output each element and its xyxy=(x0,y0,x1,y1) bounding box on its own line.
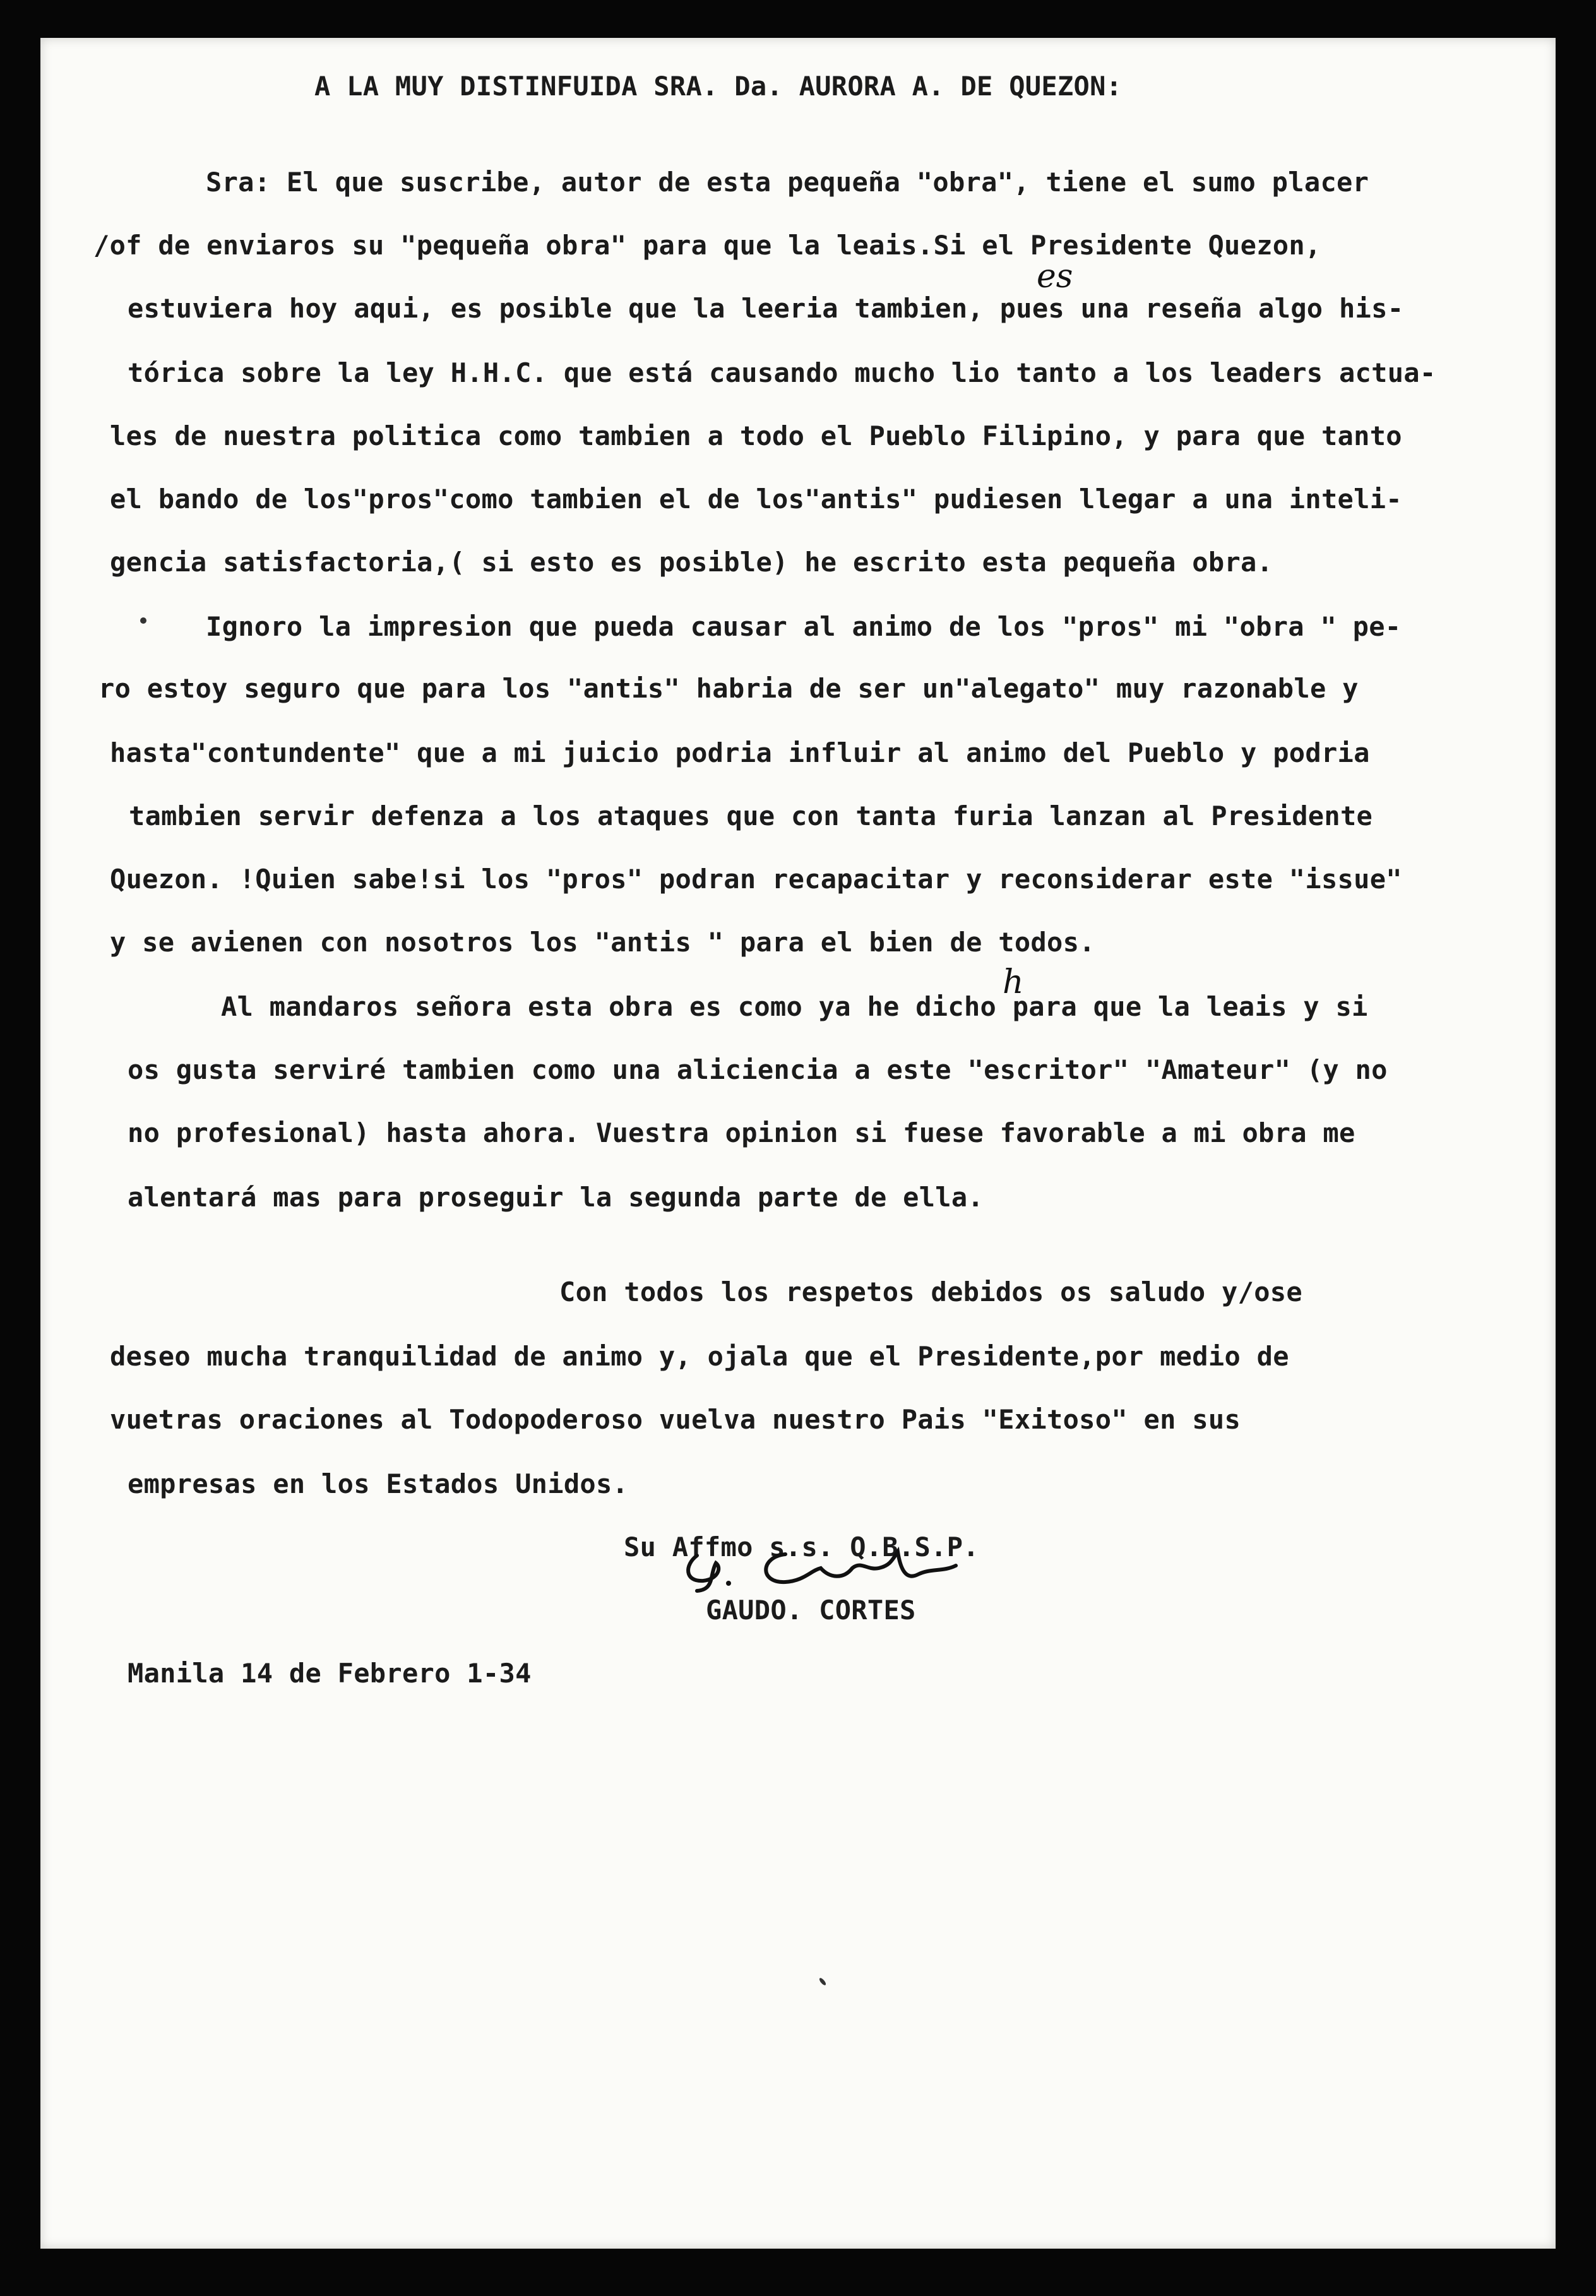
body-line: vuetras oraciones al Todopoderoso vuelva nuestro Pais "Exitoso" en sus xyxy=(110,1404,1241,1435)
body-line: alentará mas para proseguir la segunda parte de ella. xyxy=(128,1182,984,1213)
body-line: les de nuestra politica como tambien a todo el Pueblo Filipino, y para que tanto xyxy=(110,420,1402,451)
body-line: no profesional) hasta ahora. Vuestra opinion si fuese favorable a mi obra me xyxy=(128,1117,1355,1148)
body-line: hasta"contundente" que a mi juicio podria influir al animo del Pueblo y podria xyxy=(110,737,1370,768)
place-date: Manila 14 de Febrero 1-34 xyxy=(128,1658,532,1689)
body-line: tórica sobre la ley H.H.C. que está causando mucho lio tanto a los leaders actua- xyxy=(128,357,1436,388)
body-line: tambien servir defenza a los ataques que con tanta furia lanzan al Presidente xyxy=(129,800,1373,831)
ink-speck xyxy=(818,1977,827,1987)
letter-heading: A LA MUY DISTINFUIDA SRA. Da. AURORA A. DE QUEZON: xyxy=(314,71,1123,102)
closing-formula: Su Affmo s.s. Q.B.S.P. xyxy=(624,1532,979,1562)
body-line: gencia satisfactoria,( si esto es posible) he escrito esta pequeña obra. xyxy=(110,547,1273,578)
body-line: os gusta serviré tambien como una aliciencia a este "escritor" "Amateur" (y no xyxy=(128,1054,1388,1085)
body-line: ro estoy seguro que para los "antis" habria de ser un"alegato" muy razonable y xyxy=(98,673,1359,704)
ink-speck xyxy=(140,617,146,624)
body-line: Al mandaros señora esta obra es como ya he dicho para que la leais y si xyxy=(221,991,1368,1022)
body-line: deseo mucha tranquilidad de animo y, ojala que el Presidente,por medio de xyxy=(110,1341,1289,1372)
letter-page xyxy=(40,38,1556,2249)
body-line: estuviera hoy aqui, es posible que la leeria tambien, pues una reseña algo his- xyxy=(128,293,1404,324)
body-line: el bando de los"pros"como tambien el de los"antis" pudiesen llegar a una inteli- xyxy=(110,484,1402,515)
body-line: Con todos los respetos debidos os saludo y/ose xyxy=(559,1276,1302,1307)
body-line: empresas en los Estados Unidos. xyxy=(128,1468,629,1499)
body-line: Sra: El que suscribe, autor de esta pequeña "obra", tiene el sumo placer xyxy=(206,167,1369,198)
body-line: y se avienen con nosotros los "antis " para el bien de todos. xyxy=(110,927,1095,958)
handwritten-insertion: es xyxy=(1037,258,1073,295)
signature-name: GAUDO. CORTES xyxy=(706,1595,916,1626)
body-line: Ignoro la impresion que pueda causar al animo de los "pros" mi "obra " pe- xyxy=(206,611,1402,642)
handwritten-insertion: h xyxy=(1003,963,1024,1001)
body-line: Quezon. !Quien sabe!si los "pros" podran recapacitar y reconsiderar este "issue" xyxy=(110,864,1402,895)
body-line: /of de enviaros su "pequeña obra" para que la leais.Si el Presidente Quezon, xyxy=(93,230,1321,261)
handwritten-signature xyxy=(678,1543,1006,1593)
